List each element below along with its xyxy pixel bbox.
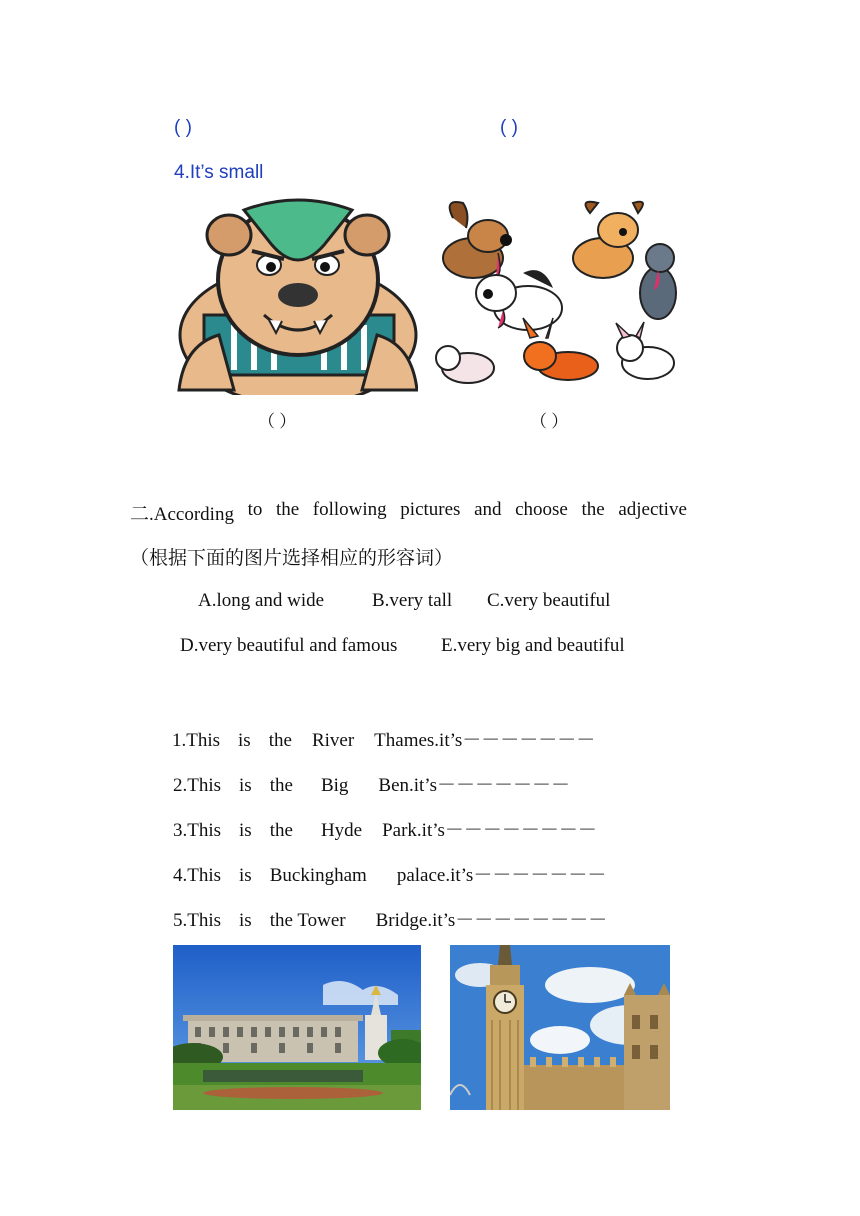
item-4-label: 4.It’s small xyxy=(174,162,264,183)
option-d: D.very beautiful and famous xyxy=(180,635,398,656)
section-2-heading xyxy=(130,499,687,526)
heading-word: pictures xyxy=(400,499,461,520)
puppies-answer-paren: （ ） xyxy=(530,412,569,431)
puppies-image xyxy=(418,198,686,394)
question-3: 3.This is the Hyde Park.it’s－－－－－－－－ xyxy=(173,820,597,841)
question-5: 5.This is the Tower Bridge.it’s－－－－－－－－ xyxy=(173,910,608,931)
heading-word: the xyxy=(581,499,605,520)
heading-word: following xyxy=(312,499,387,520)
section-2-heading-chinese: （根据下面的图片选择相应的形容词） xyxy=(130,548,454,569)
question-1: 1.This is the River Thames.it’s－－－－－－－ xyxy=(172,730,596,751)
heading-word: the xyxy=(275,499,300,520)
heading-word: adjective xyxy=(618,499,687,520)
bulldog-image xyxy=(174,195,422,395)
bulldog-answer-paren: （ ） xyxy=(258,412,297,431)
buckingham-palace-photo xyxy=(173,945,421,1110)
heading-word: choose xyxy=(515,499,568,520)
answer-paren-right: ( ) xyxy=(500,117,518,138)
option-a: A.long and wide xyxy=(198,590,325,611)
heading-word: to xyxy=(247,499,263,520)
question-4: 4.This is Buckingham palace.it’s－－－－－－－ xyxy=(173,865,607,886)
option-e: E.very big and beautiful xyxy=(441,635,625,656)
answer-paren-left: ( ) xyxy=(174,117,192,138)
heading-word: and xyxy=(474,499,502,520)
question-2: 2.This is the Big Ben.it’s－－－－－－－ xyxy=(173,775,570,796)
option-c: C.very beautiful xyxy=(487,590,611,611)
option-b: B.very tall xyxy=(372,590,453,611)
big-ben-photo xyxy=(450,945,670,1110)
heading-word: 二.According xyxy=(130,504,234,525)
